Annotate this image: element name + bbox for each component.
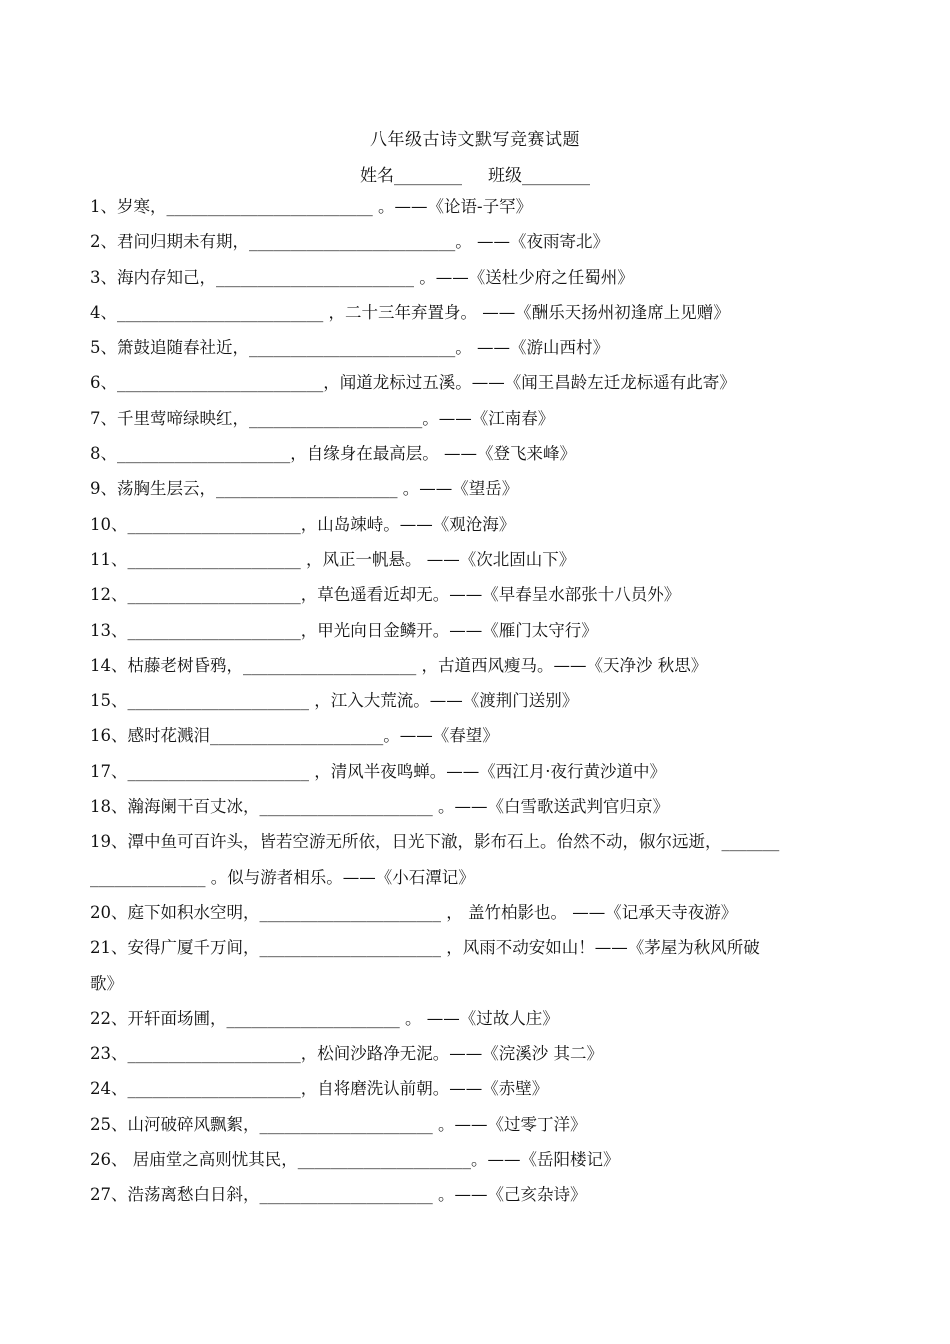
question-line: 16、感时花溅泪_____________________。——《春望》 [90, 726, 499, 746]
question-line: 23、_____________________，松间沙路净无泥。——《浣溪沙 其二》 [90, 1044, 603, 1064]
question-line: 18、瀚海阑干百丈冰，_____________________ 。——《白雪歌送武判官归京》 [90, 797, 669, 817]
question-line: 2、君问归期未有期，_________________________。 ——《夜雨寄北》 [90, 232, 609, 252]
question-line: 11、_____________________ ，风正一帆悬。 ——《次北固山下》 [90, 549, 576, 569]
question-line: 21、安得广厦千万间，______________________ ，风雨不动安如山！——《茅屋为秋风所破 [90, 938, 760, 958]
question-line: 7、千里莺啼绿映红，_____________________。——《江南春》 [90, 408, 555, 428]
question-line: 9、荡胸生层云，______________________ 。——《望岳》 [90, 479, 519, 499]
question-line: 26、 居庙堂之高则忧其民，_____________________。——《岳阳楼记》 [90, 1150, 620, 1170]
question-line: 8、_____________________，自缘身在最高层。 ——《登飞来峰》 [90, 444, 576, 464]
question-line: 24、_____________________，自将磨洗认前朝。——《赤壁》 [90, 1079, 549, 1099]
question-line: 17、______________________ ，清风半夜鸣蝉。——《西江月·夜行黄沙道中》 [90, 761, 666, 781]
question-line: 14、枯藤老树昏鸦，_____________________ ，古道西风瘦马。——《天净沙 秋思》 [90, 655, 708, 675]
name-class-line [0, 161, 950, 186]
question-list [90, 195, 865, 1219]
question-line: 27、浩荡离愁白日斜，_____________________ 。——《己亥杂诗》 [90, 1185, 587, 1205]
question-line: 10、_____________________，山岛竦峙。——《观沧海》 [90, 514, 516, 534]
question-line: 15、______________________ ，江入大荒流。——《渡荆门送别》 [90, 691, 579, 711]
question-line: 22、开轩面场圃，_____________________ 。 ——《过故人庄》 [90, 1008, 559, 1028]
question-line: 19、潭中鱼可百许头，皆若空游无所依，日光下澈，影布石上。佁然不动，俶尔远逝，_______ [90, 832, 780, 852]
question-line: 12、_____________________，草色遥看近却无。——《早春呈水部张十八员外》 [90, 585, 681, 605]
question-line: 1、岁寒，_________________________ 。——《论语-子罕》 [90, 197, 533, 216]
question-line: 13、_____________________，甲光向日金鳞开。——《雁门太守行》 [90, 620, 598, 640]
question-line-continued: ______________ 。似与游者相乐。——《小石潭记》 [90, 867, 475, 887]
name-field: 姓名________ [360, 166, 462, 186]
document-title: 八年级古诗文默写竞赛试题 [370, 130, 580, 150]
question-line-continued: 歌》 [90, 973, 123, 993]
question-line: 6、_________________________，闻道龙标过五溪。——《闻王昌龄左迁龙标遥有此寄》 [90, 373, 736, 393]
question-line: 4、_________________________ ，二十三年弃置身。 ——《酬乐天扬州初逢席上见赠》 [90, 302, 730, 322]
class-field: 班级________ [488, 166, 590, 186]
question-line: 5、箫鼓追随春社近，_________________________。 ——《游山西村》 [90, 338, 609, 358]
question-line: 20、庭下如积水空明，______________________ ， 盖竹柏影也。 ——《记承天寺夜游》 [90, 902, 738, 922]
question-line: 25、山河破碎风飘絮，_____________________ 。——《过零丁洋》 [90, 1114, 587, 1134]
question-line: 3、海内存知己，________________________ 。——《送杜少府之任蜀州》 [90, 267, 634, 287]
